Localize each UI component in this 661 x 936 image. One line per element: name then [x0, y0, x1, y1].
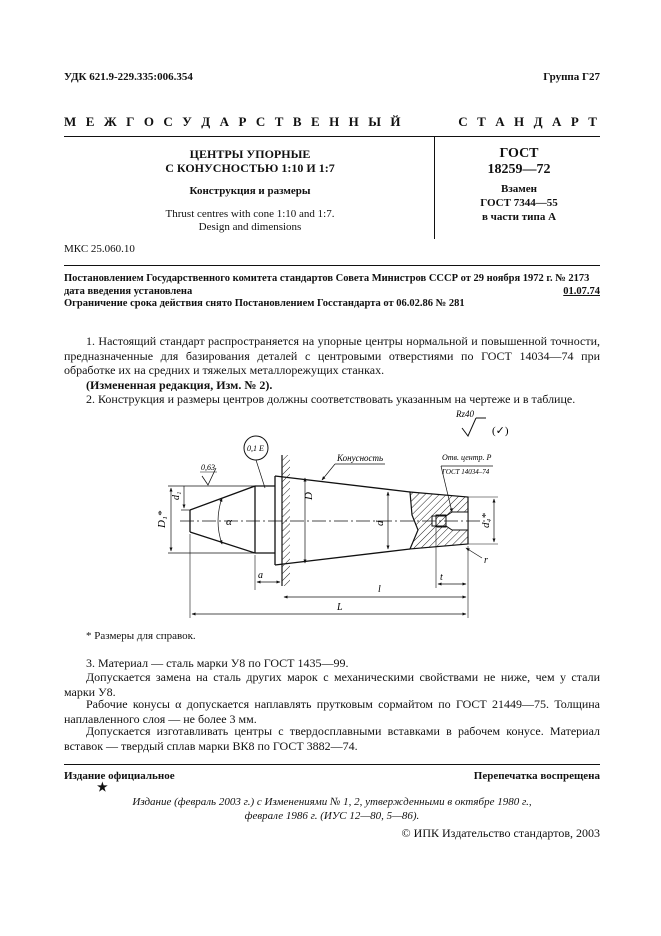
decree-line-3: Ограничение срока действия снято Постановлением Госстандарта от 06.02.86 № 281 [64, 298, 465, 309]
section3-p1: 3. Материал — сталь марки У8 по ГОСТ 1435—99. [86, 656, 349, 670]
section3-p3: Рабочие конусы α допускается наплавлять прутковым сормайтом по ГОСТ 21449—75. Толщина наплавленного слоя — не более 3 мм. [64, 697, 600, 726]
dim-d1: d₁ [171, 491, 182, 500]
gost-part: в части типа А [481, 211, 557, 223]
edition-line-2: феврале 1986 г. (ИУС 12—80, 5—86). [244, 809, 420, 822]
decree-date: 01.07.74 [563, 285, 600, 297]
english-line-2: Design and dimensions [198, 221, 302, 233]
paragraph-2: 2. Конструкция и размеры центров должны соответствовать указанным на чертеже и в таблице. [86, 392, 576, 406]
taper-label: Конусность [337, 453, 384, 463]
english-line-1: Thrust centres with cone 1:10 and 1:7. [165, 208, 335, 220]
hole-callout-1: Отв. центр. Р [442, 453, 492, 462]
roughness-check: (✓) [492, 425, 509, 437]
subtitle: Конструкция и размеры [189, 185, 311, 197]
paragraph-1: 1. Настоящий стандарт распространяется на упорные центры нормальной и повышенной точности, предназначенные для базирования деталей с центровыми отверстиями по ГОСТ 14034—74 при обработке их на средних и тяжелых металлорежущих станках. [64, 334, 600, 377]
tolerance-label: 0,63 [201, 463, 215, 472]
edition-star: ★ [97, 780, 108, 794]
official-edition: Издание официальное [64, 770, 175, 782]
spindle-face [282, 455, 290, 586]
dim-D: D [303, 492, 315, 500]
dim-t: t [440, 572, 443, 583]
gost-number: 18259—72 [487, 162, 551, 177]
mks-code: МКС 25.060.10 [64, 243, 135, 255]
gost-label: ГОСТ [499, 146, 539, 161]
center-outline [190, 476, 410, 565]
hole-callout-2: ГОСТ 14034–74 [442, 468, 490, 476]
decree-line-1: Постановлением Государственного комитета стандартов Совета Министров СССР от 29 ноября 1972 г. № 2173 [64, 273, 590, 284]
section3-p2: Допускается замена на сталь других марок с механическими свойствами не ниже, чем у стали марки У8. [64, 670, 600, 699]
dim-a: a [258, 570, 263, 581]
dim-r: r [484, 555, 488, 566]
dim-d: d [374, 520, 386, 526]
banner-right: С Т А Н Д А Р Т [458, 114, 600, 129]
dim-d4: d₄* [480, 513, 492, 528]
decree-date-label: дата введения установлена [64, 285, 193, 297]
dim-l: l [378, 584, 381, 595]
udk-code: УДК 621.9-229.335:006.354 [64, 71, 193, 83]
group-code: Группа Г27 [543, 71, 600, 83]
edition-line-1: Издание (февраль 2003 г.) с Изменениями № 1, 2, утвержденными в октябре 1980 г., [132, 796, 532, 808]
paragraph-1-edit: (Измененная редакция, Изм. № 2). [86, 378, 273, 392]
title-line-1: ЦЕНТРЫ УПОРНЫЕ [189, 147, 311, 161]
dim-alpha: α [226, 516, 232, 528]
reprint-notice: Перепечатка воспрещена [473, 770, 600, 782]
roughness-sign [462, 418, 486, 436]
section3-p4: Допускается изготавливать центры с твердосплавными вставками в рабочем конусе. Материал вставок — твердый сплав марки ВК8 по ГОСТ 3882—74. [64, 724, 600, 753]
callout-bubble-text: 0,1 Е [247, 444, 264, 453]
gost-old: ГОСТ 7344—55 [480, 197, 558, 209]
roughness-label: Rz40 [456, 409, 474, 419]
gost-replaces: Взамен [501, 183, 537, 195]
edition-info [64, 796, 600, 823]
banner-left: М Е Ж Г О С У Д А Р С Т В Е Н Н Ы Й [64, 114, 404, 129]
footnote: * Размеры для справок. [86, 630, 196, 642]
dim-D1: D₁* [156, 510, 168, 528]
footer-rule [64, 764, 600, 765]
copyright: © ИПК Издательство стандартов, 2003 [401, 826, 600, 840]
dim-L: L [337, 602, 343, 613]
title-line-2: С КОНУСНОСТЬЮ 1:10 И 1:7 [165, 161, 335, 175]
